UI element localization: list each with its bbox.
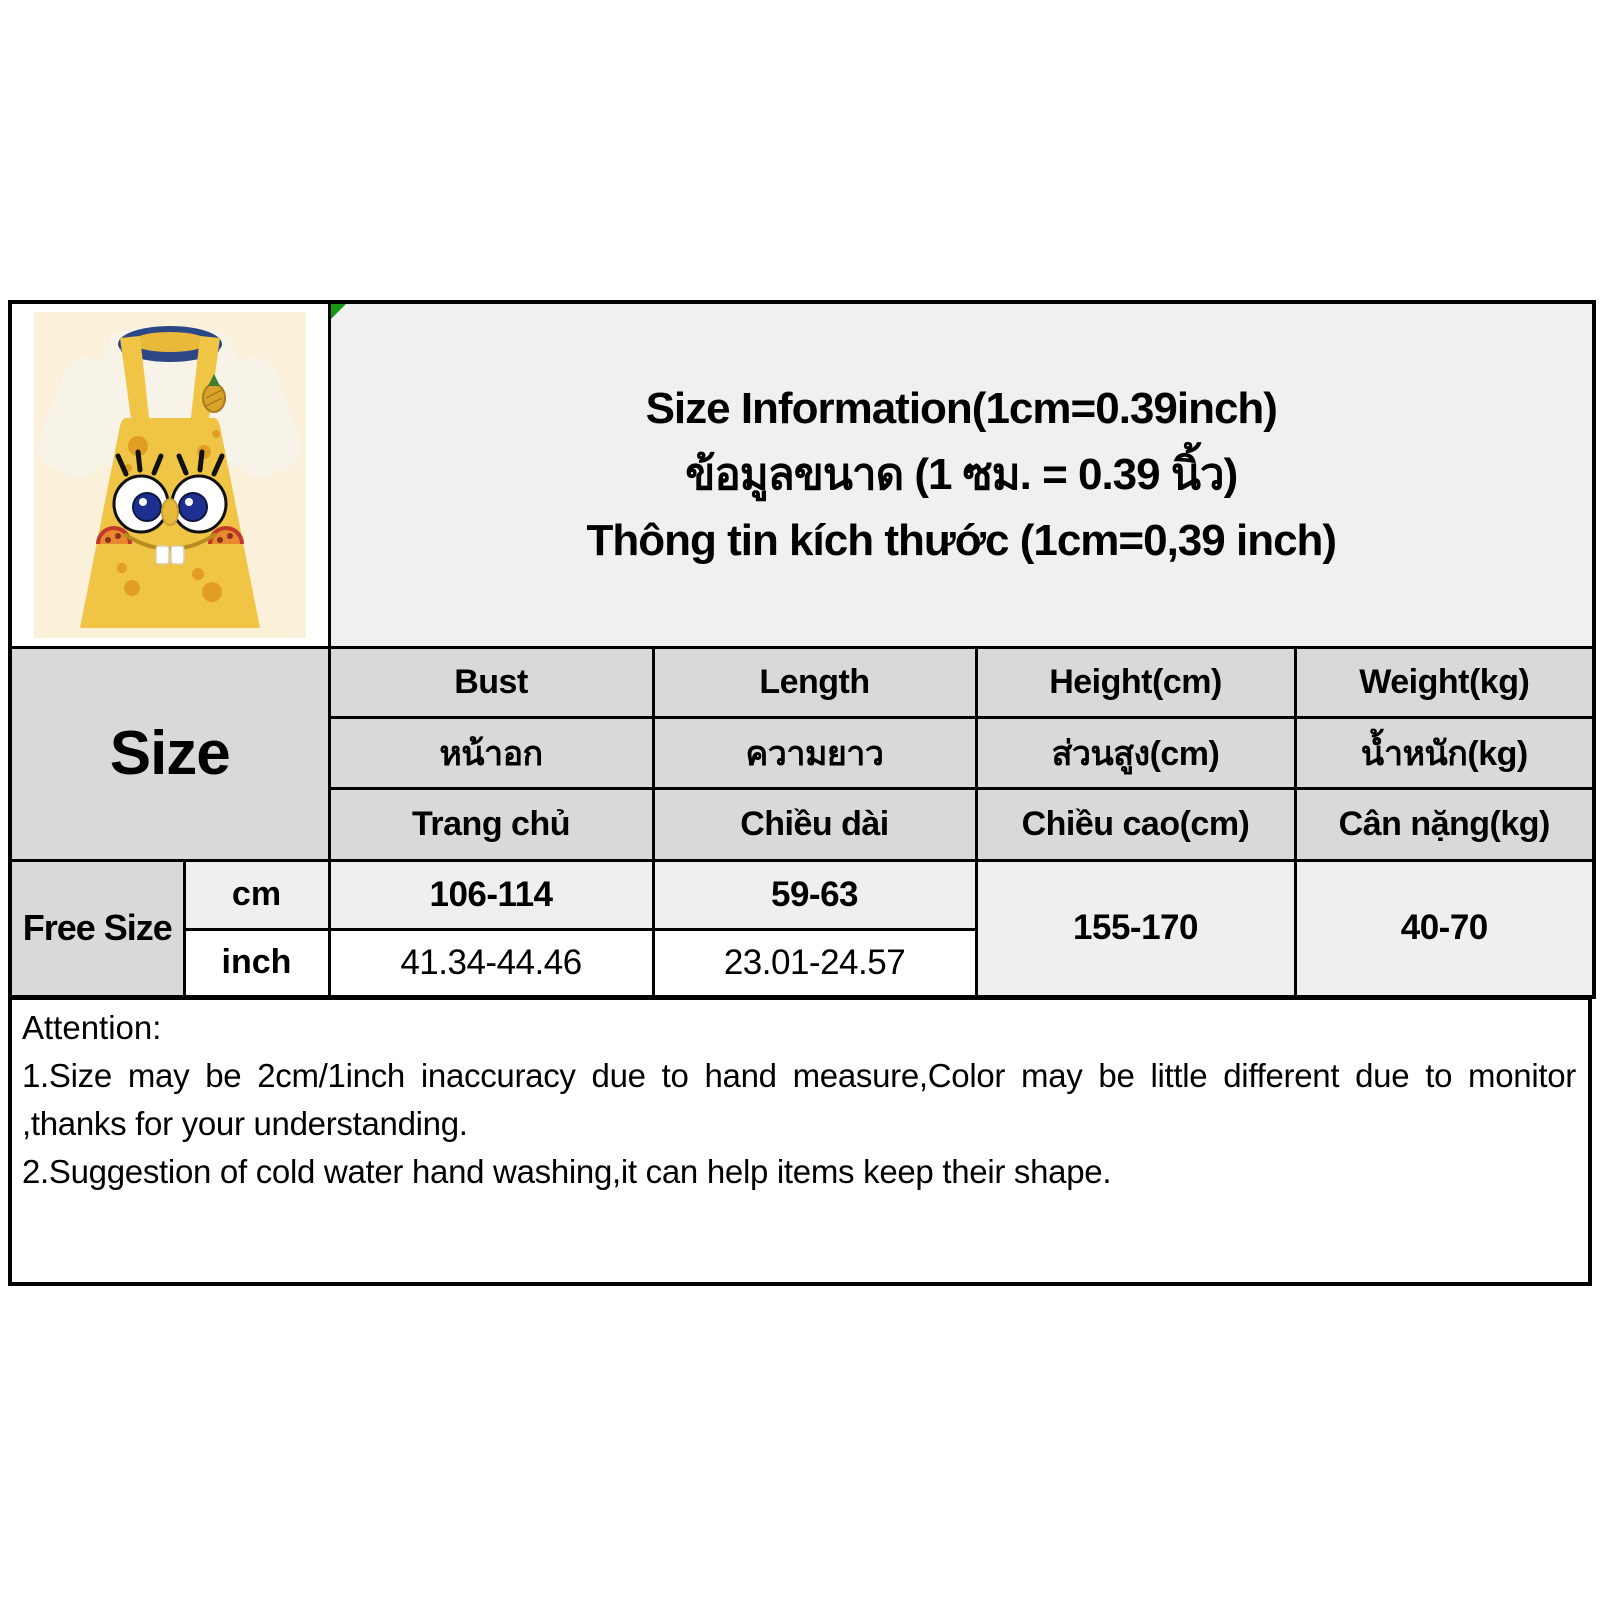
header-weight-en: Weight(kg) bbox=[1295, 647, 1594, 717]
size-table bbox=[8, 300, 1596, 999]
header-weight-vi: Cân nặng(kg) bbox=[1295, 788, 1594, 860]
value-height-range: 155-170 bbox=[976, 860, 1295, 997]
header-height-vi: Chiều cao(cm) bbox=[976, 788, 1295, 860]
row-label-free-size: Free Size bbox=[10, 860, 184, 997]
header-bust-th: หน้าอก bbox=[329, 717, 653, 788]
title-en: Size Information(1cm=0.39inch) bbox=[645, 383, 1277, 433]
value-length-inch: 23.01-24.57 bbox=[653, 929, 976, 997]
value-bust-inch: 41.34-44.46 bbox=[329, 929, 653, 997]
value-weight-range: 40-70 bbox=[1295, 860, 1594, 997]
header-weight-th: น้ำหนัก(kg) bbox=[1295, 717, 1594, 788]
product-image bbox=[12, 306, 328, 644]
value-bust-cm: 106-114 bbox=[329, 860, 653, 929]
spongebob-shirt-illustration bbox=[20, 306, 320, 644]
size-information-sheet bbox=[8, 300, 1592, 1286]
attention-heading: Attention: bbox=[22, 1009, 162, 1046]
header-bust-en: Bust bbox=[329, 647, 653, 717]
product-photo-cell bbox=[10, 302, 329, 647]
attention-note-2: 2.Suggestion of cold water hand washing,it can help items keep their shape. bbox=[22, 1153, 1112, 1190]
header-height-th: ส่วนสูง(cm) bbox=[976, 717, 1295, 788]
green-corner-marker-icon bbox=[331, 304, 346, 319]
header-bust-vi: Trang chủ bbox=[329, 788, 653, 860]
size-corner-label: Size bbox=[10, 647, 329, 860]
value-length-cm: 59-63 bbox=[653, 860, 976, 929]
unit-label-cm: cm bbox=[184, 860, 329, 929]
header-length-th: ความยาว bbox=[653, 717, 976, 788]
header-length-vi: Chiều dài bbox=[653, 788, 976, 860]
title-th: ข้อมูลขนาด (1 ซม. = 0.39 นิ้ว) bbox=[685, 449, 1238, 499]
header-length-en: Length bbox=[653, 647, 976, 717]
title-cell bbox=[329, 302, 1594, 647]
title-vi: Thông tin kích thước (1cm=0,39 inch) bbox=[586, 515, 1337, 565]
attention-note-1: 1.Size may be 2cm/1inch inaccuracy due to hand measure,Color may be little different due to monitor ,thanks for your understanding. bbox=[22, 1057, 1576, 1142]
attention-notes bbox=[8, 996, 1592, 1286]
header-height-en: Height(cm) bbox=[976, 647, 1295, 717]
unit-label-inch: inch bbox=[184, 929, 329, 997]
